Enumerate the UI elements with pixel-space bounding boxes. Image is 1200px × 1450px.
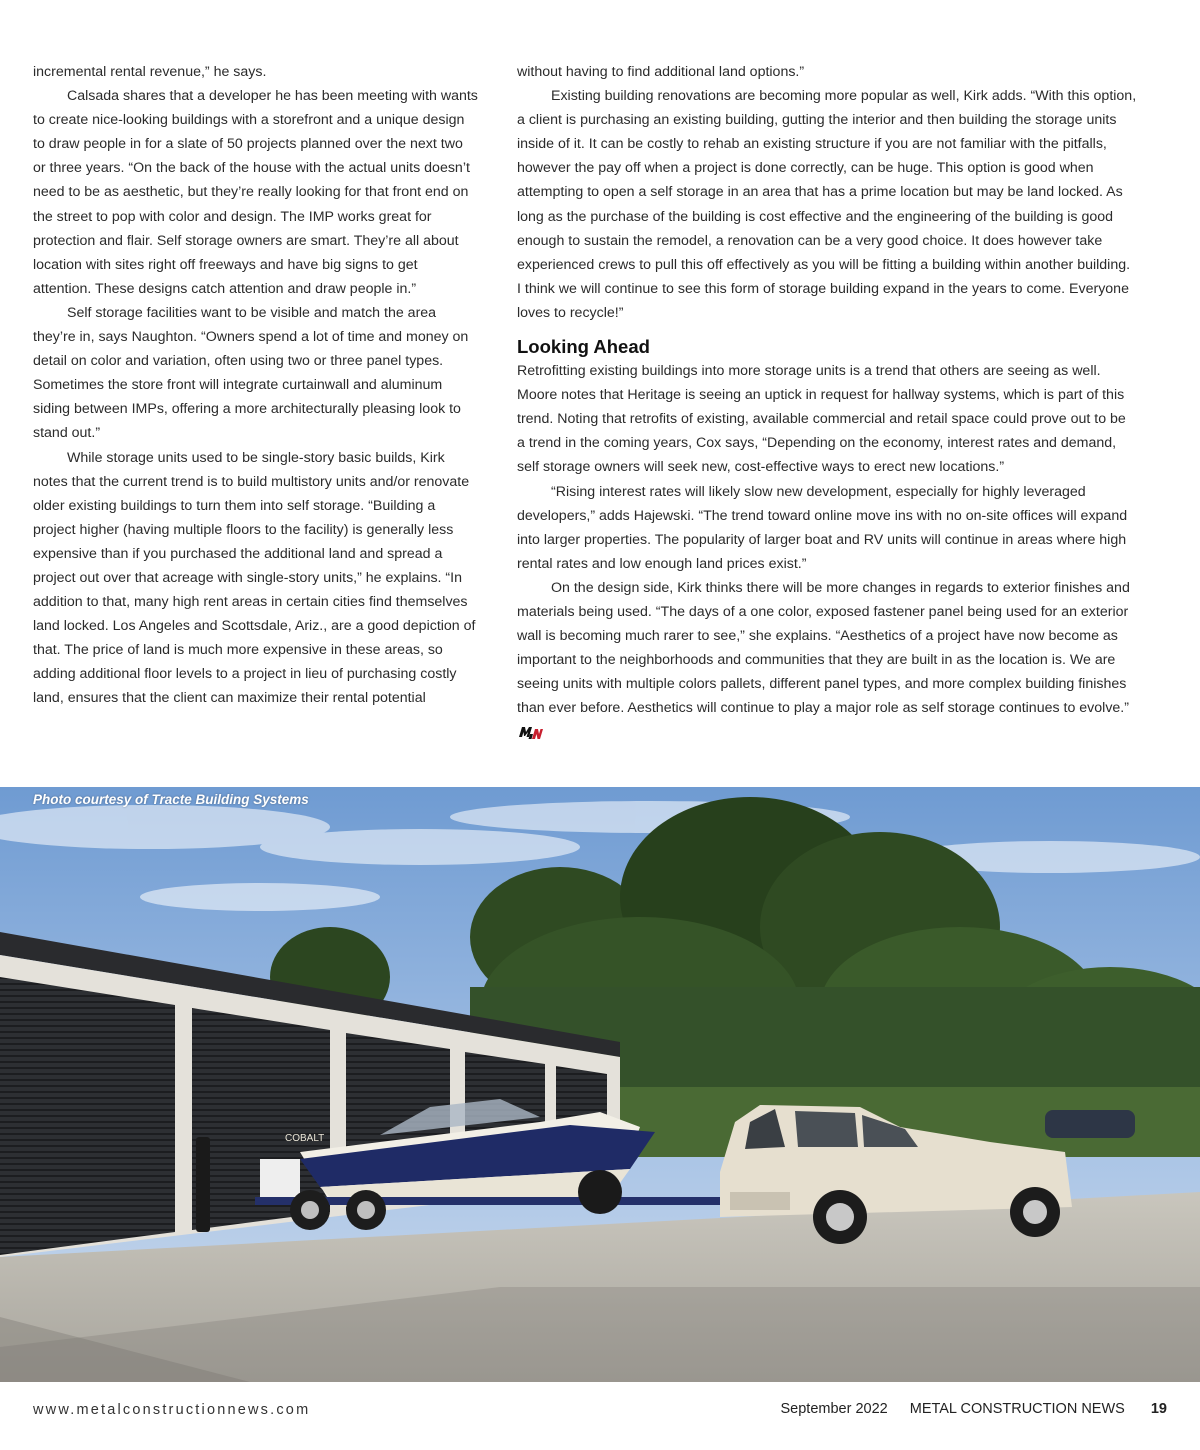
- right-paragraph-2: Existing building renovations are becoming more popular as well, Kirk adds. “With this option, a client is purchasing an existing building, gutting the interior and then building the storage units inside of it. It can be costly to rehab an existing structure if you are not familiar with the pitfalls, however the pay off when a project is done correctly, can be huge. This option is good when attempting to open a self storage in an area that has a prime location but may be land locked. As long as the purchase of the building is cost effective and the engineering of the building is good enough to sustain the remodel, a renovation can be a very good choice. It does however take experienced crews to pull this off effectively as you will be fitting a building within another building. I think we will continue to see this form of storage building expand in the years to come. Everyone loves to recycle!”: [517, 88, 1137, 321]
- bollard: [196, 1137, 210, 1232]
- boat-brand-label: COBALT: [285, 1133, 325, 1144]
- photo-credit: Photo courtesy of Tracte Building Systems: [33, 792, 309, 807]
- page-footer: [0, 1382, 1200, 1450]
- right-paragraph-5: [517, 576, 1137, 745]
- website-link[interactable]: www.metalconstructionnews.com: [33, 1402, 311, 1418]
- right-paragraph-3: Retrofitting existing buildings into more storage units is a trend that others are seeing as well. Moore notes that Heritage is seeing an uptick in request for hallway systems, which is part of this trend. Noting that retrofits of existing, available commercial and retail space could prove out to be a trend in the coming years, Cox says, “Depending on the economy, interest rates and demand, self storage owners will seek new, cost-effective ways to erect new locations.”: [517, 363, 1126, 476]
- left-paragraph-2: Calsada shares that a developer he has been meeting with wants to create nice-looking buildings with a storefront and a unique design to draw people in for a slate of 50 projects planned over the next two or three years. “On the back of the house with the actual units doesn’t need to be as aesthetic, but they’re really looking for that front end on the street to pop with color and design. The IMP works great for protection and flair. Self storage owners are smart. They’re all about location with sites right off freeways and have big signs to get attention. These designs catch attention and draw people in.”: [33, 88, 478, 297]
- storage-facility-photo: [0, 787, 1200, 1382]
- left-paragraph-4: While storage units used to be single-story basic builds, Kirk notes that the current trend is to build multistory units and/or renovate older existing buildings to turn them into self storage. “Building a project higher (having multiple floors to the facility) is generally less expensive than if you purchased the additional land and spread a project out over that acreage with single-story units,” he explains. “In addition to that, many high rent areas in certain cities find themselves land locked. Los Angeles and Scottsdale, Ariz., are a good depiction of that. The price of land is much more expensive in these areas, so adding additional floor levels to a project in lieu of purchasing costly land, ensures that the client can maximize their rental potential: [33, 449, 476, 707]
- right-paragraph-5-text: On the design side, Kirk thinks there will be more changes in regards to exterior finishes and materials being used. “The days of a one color, exposed fastener panel being used for an exterior wall is becoming much rarer to see,” she explains. “Aesthetics of a project have now become as important to the neighborhoods and communities that they are built in as the location is. We are seeing units with multiple colors pallets, different panel types, and more complex building finishes than ever before. Aesthetics will continue to play a major role as self storage continues to evolve.”: [517, 579, 1130, 717]
- left-column: [33, 60, 479, 711]
- page-number: 19: [1150, 1401, 1167, 1417]
- left-paragraph-3: Self storage facilities want to be visible and match the area they’re in, says Naughton. “Owners spend a lot of time and money on detail on color and variation, often using two or three panel types. Sometimes the store front will integrate curtainwall and aluminum siding between IMPs, offering a more architecturally pleasing look to stand out.”: [33, 304, 469, 442]
- right-column: [517, 60, 1137, 745]
- section-heading: Looking Ahead: [517, 336, 650, 358]
- distant-car: [1045, 1110, 1135, 1138]
- mcn-end-mark-icon: [519, 725, 543, 739]
- right-paragraph-1: without having to find additional land options.”: [517, 64, 805, 80]
- footer-info: [762, 1401, 1167, 1417]
- publication-name: METAL CONSTRUCTION NEWS: [909, 1401, 1125, 1417]
- right-paragraph-4: “Rising interest rates will likely slow new development, especially for highly leveraged developers,” adds Hajewski. “The trend toward online move ins with no on-site offices will expand into larger properties. The popularity of larger boat and RV units will continue in areas where high rental rates and low enough land prices exist.”: [517, 483, 1128, 572]
- left-paragraph-1: incremental rental revenue,” he says.: [33, 64, 267, 80]
- issue-date: September 2022: [780, 1401, 888, 1417]
- photo-illustration: [0, 787, 1200, 1382]
